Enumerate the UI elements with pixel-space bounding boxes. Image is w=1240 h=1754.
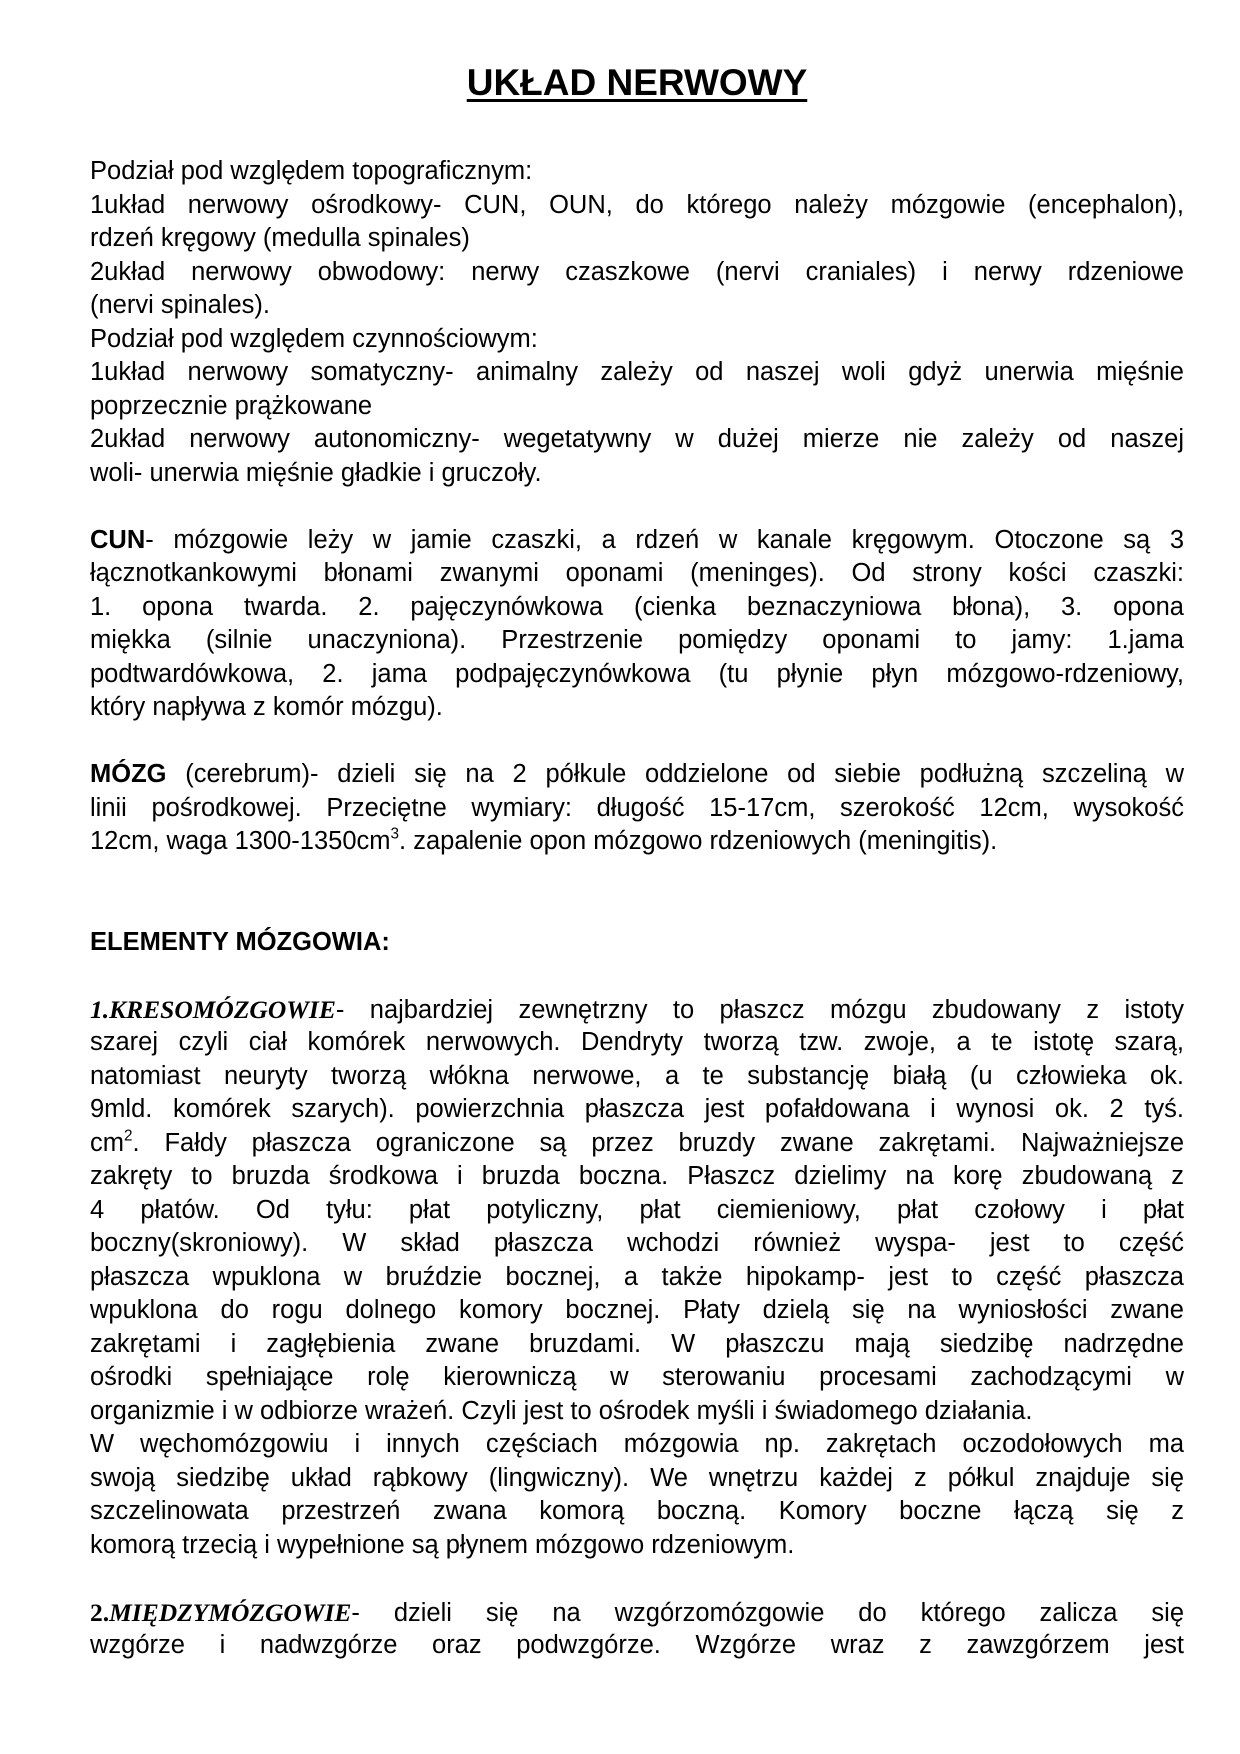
text-line [90,1495,1184,1529]
text-run: 1. opona twarda. 2. pajęczynówkowa (cienka beznaczyniowa błona), 3. opona [90,592,1184,621]
text-run: miękka (silnie unaczyniona). Przestrzenie pomiędzy oponami to jamy: 1.jama [90,626,1184,654]
text-run: - dzieli się na wzgórzomózgowie do którego zalicza się [351,1598,1184,1627]
text-line [90,1395,1184,1429]
text-line [90,792,1184,826]
document-body [90,155,1184,1663]
text-run: wpuklona do rogu dolnego komory bocznej. Płaty dzielą się na wyniosłości zwane [90,1296,1184,1324]
text-line [90,1294,1184,1328]
text-line [90,1596,1184,1630]
superscript: 2 [124,1126,133,1144]
blank-line [90,859,1184,893]
text-line [90,557,1184,591]
text-line [90,624,1184,658]
text-line [90,1060,1184,1094]
text-line [90,1328,1184,1362]
emphasized-text: 1.KRESOMÓZGOWIE [90,994,336,1024]
text-run: poprzecznie prążkowane [90,391,373,420]
text-line [90,758,1184,792]
text-line [90,1194,1184,1228]
text-run: . zapalenie opon mózgowo rdzeniowych (meningitis). [399,827,998,855]
blank-line [90,959,1184,993]
text-run: - mózgowie leży w jamie czaszki, a rdzeń w kanale kręgowym. Otoczone są 3 [145,525,1184,554]
text-run: woli- unerwia mięśnie gładkie i gruczoły. [90,458,542,487]
text-line [90,189,1184,223]
text-line [90,356,1184,390]
text-run: W węchomózgowiu i innych częściach mózgowia np. zakrętach oczodołowych ma [90,1430,1184,1458]
text-line [90,1428,1184,1462]
text-line [90,1462,1184,1496]
text-line [90,658,1184,692]
text-line [90,289,1184,323]
text-run: organizmie i w odbiorze wrażeń. Czyli jest to ośrodek myśli i świadomego działania. [90,1396,1033,1425]
text-run: 9mld. komórek szarych). powierzchnia płaszcza jest pofałdowana i wynosi ok. 2 tyś. [90,1095,1184,1123]
text-run: płaszcza wpuklona w bruździe bocznej, a także hipokamp- jest to część płaszcza [90,1262,1184,1291]
blank-line [90,725,1184,759]
emphasized-text: ELEMENTY MÓZGOWIA: [90,927,390,956]
text-line [90,524,1184,558]
text-line [90,1529,1184,1563]
text-run: 2układ nerwowy obwodowy: nerwy czaszkowe (nervi craniales) i nerwy rdzeniowe [90,257,1184,286]
emphasized-text: MIĘDZYMÓZGOWIE [109,1597,352,1627]
text-line [90,1227,1184,1261]
text-line [90,1093,1184,1127]
emphasized-text: 2. [90,1597,110,1627]
text-run: który napływa z komór mózgu). [90,693,443,721]
text-line [90,222,1184,256]
text-line [90,256,1184,290]
text-line [90,390,1184,424]
text-run: boczny(skroniowy). W skład płaszcza wchodzi również wyspa- jest to część [90,1229,1184,1257]
text-line [90,155,1184,189]
text-run: komorą trzecią i wypełnione są płynem mózgowo rdzeniowym. [90,1530,795,1559]
text-run: wzgórze i nadwzgórze oraz podwzgórze. Wzgórze wraz z zawzgórzem jest [90,1631,1184,1659]
blank-line [90,1562,1184,1596]
superscript: 3 [390,825,400,843]
text-line [90,926,1184,960]
text-run: natomiast neuryty tworzą włókna nerwowe, a te substancję białą (u człowieka ok. [90,1061,1184,1090]
text-line [90,691,1184,725]
text-run: łącznotkankowymi błonami zwanymi oponami (meninges). Od strony kości czaszki: [90,559,1184,587]
text-line [90,825,1184,859]
text-line [90,591,1184,625]
text-run: Podział pod względem czynnościowym: [90,324,538,353]
text-run: szczelinowata przestrzeń zwana komorą boczną. Komory boczne łączą się z [90,1497,1184,1525]
text-line [90,457,1184,491]
text-run: 1układ nerwowy ośrodkowy- CUN, OUN, do którego należy mózgowie (encephalon), [90,190,1184,219]
text-line [90,1261,1184,1295]
text-run: 12cm, waga 1300-1350cm [90,827,391,855]
text-run: szarej czyli ciał komórek nerwowych. Dendryty tworzą tzw. zwoje, a te istotę szarą, [90,1028,1184,1056]
text-line [90,423,1184,457]
text-run: rdzeń kręgowy (medulla spinales) [90,224,470,252]
document-title-text: UKŁAD NERWOWY [466,62,808,103]
text-run: ośrodki spełniające rolę kierowniczą w sterowaniu procesami zachodzącymi w [90,1363,1184,1391]
text-line [90,323,1184,357]
blank-line [90,490,1184,524]
text-line [90,1160,1184,1194]
text-run: 1układ nerwowy somatyczny- animalny zależy od naszej woli gdyż unerwia mięśnie [90,358,1184,386]
text-run: 2układ nerwowy autonomiczny- wegetatywny w dużej mierze nie zależy od naszej [90,425,1184,453]
text-run: swoją siedzibę układ rąbkowy (lingwiczny). We wnętrzu każdej z półkul znajduje się [90,1463,1184,1492]
document-title [90,61,1184,105]
text-run: . Fałdy płaszcza ograniczone są przez bruzdy zwane zakrętami. Najważniejsze [132,1128,1184,1157]
text-line [90,1361,1184,1395]
text-run: - najbardziej zewnętrzny to płaszcz mózgu zbudowany z istoty [335,995,1184,1024]
text-run: linii pośrodkowej. Przeciętne wymiary: długość 15-17cm, szerokość 12cm, wysokość [90,793,1184,822]
text-line [90,1629,1184,1663]
text-run: 4 płatów. Od tyłu: płat potyliczny, płat ciemieniowy, płat czołowy i płat [90,1195,1184,1224]
text-run: cm [90,1128,124,1157]
emphasized-text: MÓZG [90,760,167,788]
text-run: (cerebrum)- dzieli się na 2 półkule oddzielone od siebie podłużną szczeliną w [166,760,1184,788]
text-run: (nervi spinales). [90,291,270,319]
text-line [90,1026,1184,1060]
text-run: podtwardówkowa, 2. jama podpajęczynówkowa (tu płynie płyn mózgowo-rdzeniowy, [90,659,1184,688]
text-run: Podział pod względem topograficznym: [90,157,533,185]
blank-line [90,892,1184,926]
text-run: zakrętami i zagłębienia zwane bruzdami. W płaszczu mają siedzibę nadrzędne [90,1329,1184,1358]
emphasized-text: CUN [90,525,146,554]
text-line [90,993,1184,1027]
text-line [90,1127,1184,1161]
text-run: zakręty to bruzda środkowa i bruzda boczna. Płaszcz dzielimy na korę zbudowaną z [90,1162,1184,1190]
